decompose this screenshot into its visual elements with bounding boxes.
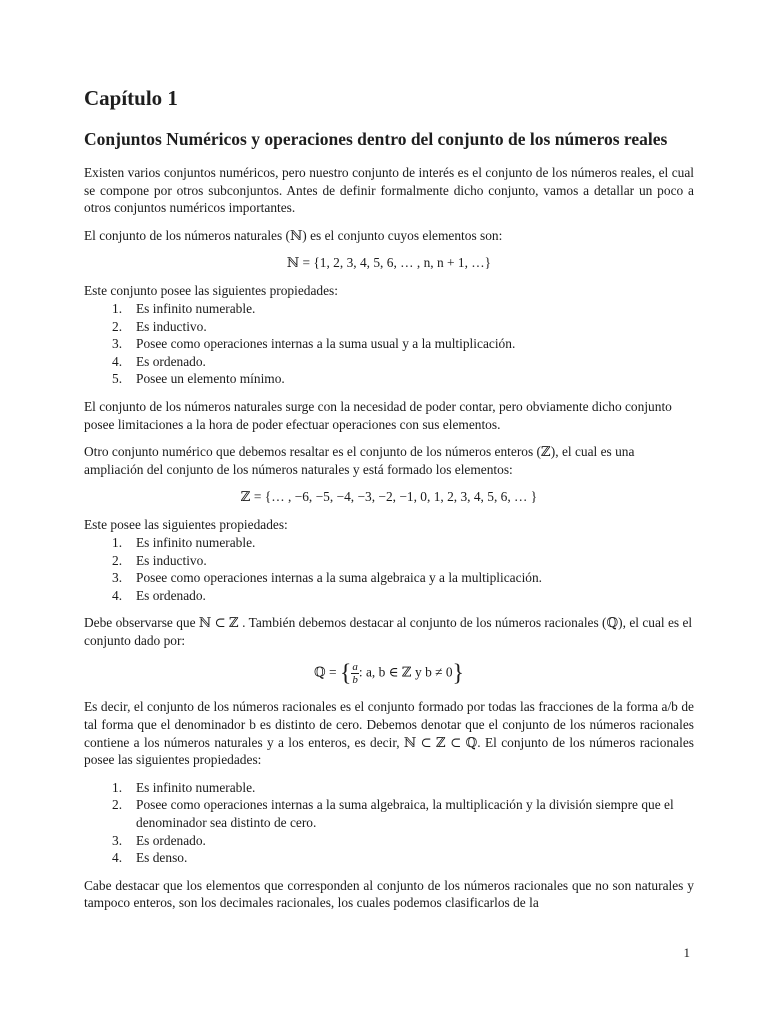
list-item: 3. Posee como operaciones internas a la suma algebraica y a la multiplicación.	[112, 570, 543, 586]
paragraph-naturals: El conjunto de los números naturales (ℕ) es el conjunto cuyos elementos son:	[84, 227, 503, 243]
formula-rationals: ℚ = { $\frac{a}{b}$ : a, b ∈ ℤ y b ≠ 0}	[313, 660, 465, 687]
paragraph-naturals-limits: El conjunto de los números naturales surge con la necesidad de poder contar, pero obviamente dicho conjunto posee limitaciones a la hora de poder efectuar operaciones con sus elementos.	[84, 398, 672, 432]
page-content	[84, 86, 694, 922]
list-item: 1. Es infinito numerable.	[112, 534, 256, 550]
paragraph-decimals: Cabe destacar que los elementos que corresponden al conjunto de los números racionales que no son naturales y tampoco enteros, son los decimales racionales, los cuales podemos clasificarlos de la	[84, 877, 694, 911]
integers-properties-intro: Este posee las siguientes propiedades:	[84, 517, 288, 533]
fraction: $\frac{a}{b}$	[352, 661, 358, 687]
list-item: 2. Es inductivo.	[112, 552, 207, 568]
naturals-properties-intro: Este conjunto posee las siguientes propiedades:	[84, 283, 338, 299]
list-item: 3. Es ordenado.	[112, 832, 206, 848]
list-item: 3. Posee como operaciones internas a la suma usual y a la multiplicación.	[112, 336, 516, 352]
naturals-properties-list	[84, 300, 694, 388]
paragraph-intro: Existen varios conjuntos numéricos, pero nuestro conjunto de interés es el conjunto de los números reales, el cual se compone por otros subconjuntos. Antes de definir formalmente dicho conjunto, vamos a detallar un poco a otros conjuntos numéricos importantes.	[84, 165, 694, 216]
list-item: 2. Posee como operaciones internas a la suma algebraica, la multiplicación y la división siempre que el denominador sea distinto de cero.	[112, 797, 674, 831]
integers-properties-list	[84, 534, 694, 604]
list-item: 4. Es ordenado.	[112, 587, 206, 603]
formula-naturals: ℕ = {1, 2, 3, 4, 5, 6, … , n, n + 1, …}	[286, 255, 492, 271]
page-number: 1	[683, 945, 690, 960]
chapter-title: Capítulo 1	[84, 86, 178, 110]
paragraph-integers: Otro conjunto numérico que debemos resaltar es el conjunto de los números enteros (ℤ), el cual es una ampliación del conjunto de los números naturales y está formado los elementos:	[84, 444, 635, 477]
list-item: 4. Es denso.	[112, 850, 188, 866]
list-item: 1. Es infinito numerable.	[112, 779, 256, 795]
list-item: 1. Es infinito numerable.	[112, 300, 256, 316]
paragraph-rationals-definition: Es decir, el conjunto de los números racionales es el conjunto formado por todas las fracciones de la forma a/b de tal forma que el denominador b es distinto de cero. Debemos denotar que el conjunto de los números racionales contiene a los números naturales y a los enteros, es decir, ℕ ⊂ ℤ ⊂ ℚ. El conjunto de los números racionales posee las siguientes propiedades:	[84, 699, 694, 768]
list-item: 5. Posee un elemento mínimo.	[112, 371, 285, 387]
list-item: 2. Es inductivo.	[112, 318, 207, 334]
section-title: Conjuntos Numéricos y operaciones dentro del conjunto de los números reales	[84, 129, 668, 149]
list-item: 4. Es ordenado.	[112, 353, 206, 369]
rationals-properties-list	[84, 779, 694, 867]
formula-integers: ℤ = {… , −6, −5, −4, −3, −2, −1, 0, 1, 2, 3, 4, 5, 6, … }	[240, 489, 538, 505]
paragraph-rationals: Debe observarse que ℕ ⊂ ℤ . También debemos destacar al conjunto de los números racionales (ℚ), el cual es el conjunto dado por:	[84, 615, 693, 648]
